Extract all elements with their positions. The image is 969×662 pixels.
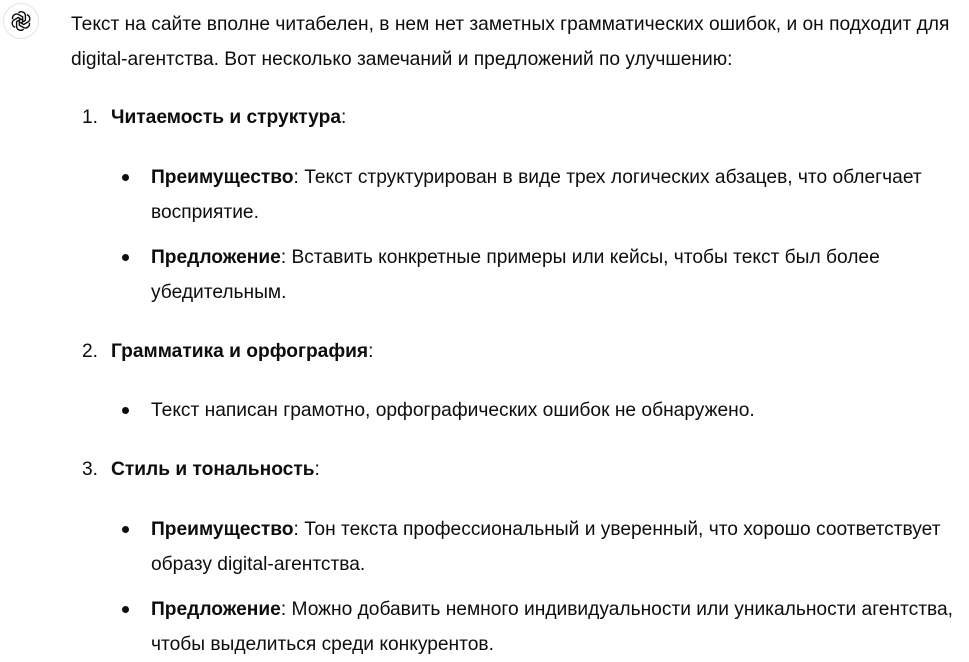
item-text: : Можно добавить немного индивидуальности или уникальности агентства, чтобы выделиться среди конкурентов. bbox=[151, 599, 953, 655]
assistant-avatar bbox=[3, 3, 39, 39]
section-number: 3. bbox=[82, 459, 99, 480]
section-heading: 3. Стиль и тональность: bbox=[71, 452, 966, 487]
bullet-list bbox=[71, 512, 966, 662]
section-title: Стиль и тональность bbox=[111, 459, 315, 480]
item-text: : Тон текста профессиональный и уверенный, что хорошо соответствует образу digital-агентства. bbox=[151, 519, 941, 575]
message-intro: Текст на сайте вполне читабелен, в нем нет заметных грамматических ошибок, и он подходит для digital-агентства. Вот несколько замечаний и предложений по улучшению: bbox=[71, 14, 950, 70]
section-title: Грамматика и орфография bbox=[111, 341, 369, 362]
item-text: Текст написан грамотно, орфографических ошибок не обнаружено. bbox=[151, 400, 755, 421]
section-title: Читаемость и структура bbox=[111, 107, 341, 128]
section-number: 2. bbox=[82, 341, 99, 362]
item-label: Предложение bbox=[151, 599, 281, 620]
section-number: 1. bbox=[82, 107, 99, 128]
bullet-dot bbox=[122, 407, 129, 414]
bullet-list bbox=[71, 393, 966, 428]
list-item bbox=[71, 160, 966, 230]
list-item bbox=[71, 393, 966, 428]
bullet-dot bbox=[122, 254, 129, 261]
list-item bbox=[71, 592, 966, 662]
section-heading: 2. Грамматика и орфография: bbox=[71, 334, 966, 369]
list-item bbox=[71, 240, 966, 310]
item-label: Преимущество bbox=[151, 519, 294, 540]
item-label: Предложение bbox=[151, 247, 281, 268]
assistant-message bbox=[71, 0, 966, 662]
item-text: : Текст структурирован в виде трех логических абзацев, что облегчает восприятие. bbox=[151, 167, 922, 223]
item-text: : Вставить конкретные примеры или кейсы, чтобы текст был более убедительным. bbox=[151, 247, 880, 303]
section-heading: 1. Читаемость и структура: bbox=[71, 100, 966, 135]
bullet-dot bbox=[122, 174, 129, 181]
bullet-list bbox=[71, 160, 966, 310]
openai-logo-icon bbox=[9, 9, 33, 33]
item-label: Преимущество bbox=[151, 167, 294, 188]
bullet-dot bbox=[122, 606, 129, 613]
bullet-dot bbox=[122, 526, 129, 533]
list-item bbox=[71, 512, 966, 582]
